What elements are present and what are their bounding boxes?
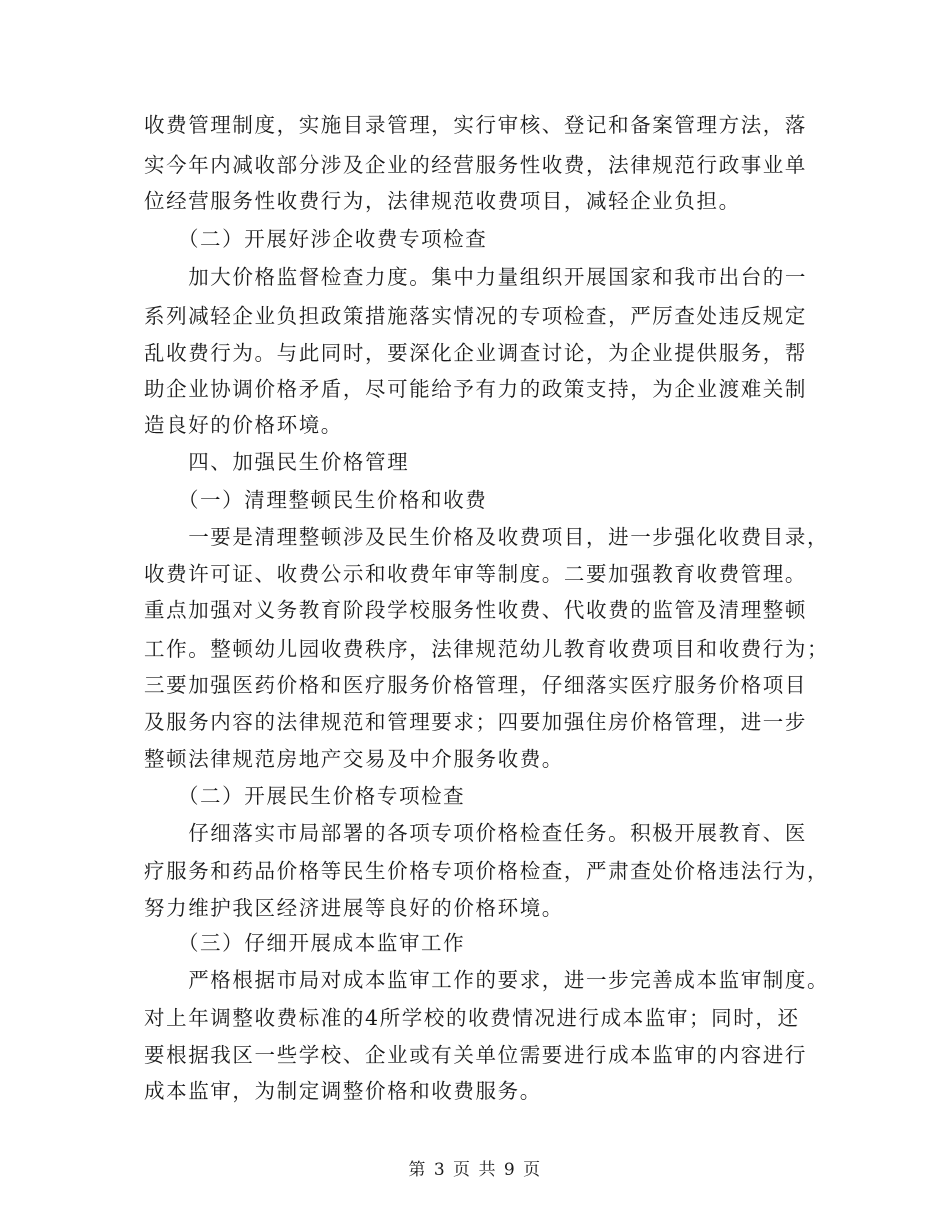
- text-line: 重点加强对义务教育阶段学校服务性收费、代收费的监管及清理整顿: [144, 598, 807, 622]
- text-line: 收费许可证、收费公示和收费年审等制度。二要加强教育收费管理。: [144, 562, 807, 586]
- text-line: 位经营服务性收费行为，法律规范收费项目，减轻企业负担。: [144, 189, 741, 213]
- text-line: 乱收费行为。与此同时，要深化企业调查讨论，为企业提供服务，帮: [144, 341, 807, 365]
- section-heading: （二）开展好涉企收费专项检查: [144, 227, 488, 251]
- text-line: 实今年内减收部分涉及企业的经营服务性收费，法律规范行政事业单: [144, 153, 807, 177]
- page-number-footer: 第 3 页 共 9 页: [408, 1160, 542, 1180]
- text-line: 助企业协调价格矛盾，尽可能给予有力的政策支持，为企业渡难关制: [144, 377, 807, 401]
- section-heading: （三）仔细开展成本监审工作: [144, 931, 466, 955]
- text-line: 及服务内容的法律规范和管理要求；四要加强住房价格管理，进一步: [144, 710, 807, 734]
- chapter-heading: 四、加强民生价格管理: [144, 450, 410, 474]
- text-line: 一要是清理整顿涉及民生价格及收费项目，进一步强化收费目录，: [144, 525, 830, 549]
- text-line: 系列减轻企业负担政策措施落实情况的专项检查，严厉查处违反规定: [144, 304, 807, 328]
- text-line: 造良好的价格环境。: [144, 413, 343, 437]
- text-line: 对上年调整收费标准的4所学校的收费情况进行成本监审；同时，还: [144, 1006, 800, 1030]
- text-line: 加大价格监督检查力度。集中力量组织开展国家和我市出台的一: [144, 265, 807, 289]
- section-heading: （二）开展民生价格专项检查: [144, 784, 466, 808]
- text-line: 严格根据市局对成本监审工作的要求，进一步完善成本监审制度。: [144, 968, 830, 992]
- text-line: 仔细落实市局部署的各项专项价格检查任务。积极开展教育、医: [144, 821, 807, 845]
- text-line: 成本监审，为制定调整价格和收费服务。: [144, 1079, 542, 1103]
- text-line: 工作。整顿幼儿园收费秩序，法律规范幼儿教育收费项目和收费行为；: [144, 637, 830, 661]
- text-line: 整顿法律规范房地产交易及中介服务收费。: [144, 747, 564, 771]
- text-line: 三要加强医药价格和医疗服务价格管理，仔细落实医疗服务价格项目: [144, 673, 807, 697]
- text-line: 收费管理制度，实施目录管理，实行审核、登记和备案管理方法，落: [144, 113, 807, 137]
- text-line: 努力维护我区经济进展等良好的价格环境。: [144, 896, 564, 920]
- section-heading: （一）清理整顿民生价格和收费: [144, 488, 488, 512]
- text-line: 疗服务和药品价格等民生价格专项价格检查，严肃查处价格违法行为，: [144, 859, 830, 883]
- text-line: 要根据我区一些学校、企业或有关单位需要进行成本监审的内容进行: [144, 1043, 807, 1067]
